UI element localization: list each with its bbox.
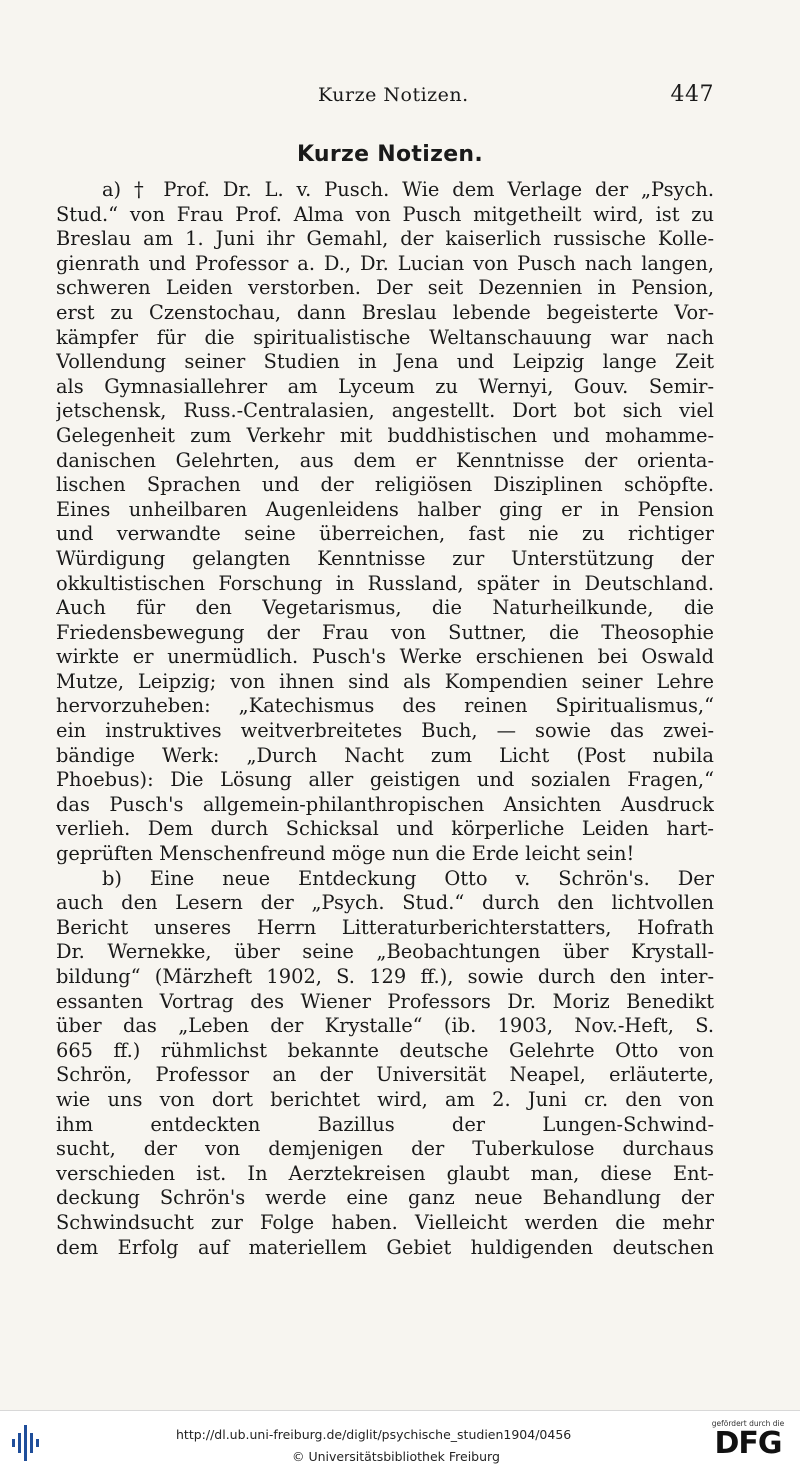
- dfg-logo-text: DFG: [714, 1426, 782, 1461]
- viewer-footer: [0, 1410, 800, 1473]
- text-line: geprüften Menschenfreund möge nun die Erde leicht sein!: [56, 842, 635, 866]
- text-line: bildung“ (Märzheft 1902, S. 129 ff.), sowie durch den inter-: [56, 965, 714, 988]
- text-line: wie uns von dort berichtet wird, am 2. Juni cr. den von: [56, 1087, 714, 1111]
- text-line: Dr. Wernekke, über seine „Beobachtungen über Krystall-: [56, 940, 714, 964]
- text-line: Friedensbewegung der Frau von Suttner, die Theosophie: [56, 620, 714, 644]
- text-line: gienrath und Professor a. D., Dr. Lucian von Pusch nach langen,: [56, 251, 714, 275]
- text-line: auch den Lesern der „Psych. Stud.“ durch den lichtvollen: [56, 891, 714, 915]
- text-line: Mutze, Leipzig; von ihnen sind als Kompendien seiner Lehre: [56, 669, 714, 693]
- funder-note: gefördert durch die: [711, 1419, 785, 1428]
- page-number: 447: [670, 82, 714, 107]
- text-line: sucht, der von demjenigen der Tuberkulose durchaus: [56, 1137, 714, 1161]
- text-line: und verwandte seine überreichen, fast nie zu richtiger: [56, 522, 714, 546]
- text-line: über das „Leben der Krystalle“ (ib. 1903, Nov.-Heft, S.: [56, 1014, 714, 1038]
- copyright-notice: © Universitätsbibliothek Freiburg: [292, 1449, 500, 1464]
- text-line: das Pusch's allgemein-philanthropischen Ansichten Ausdruck: [56, 792, 714, 816]
- text-line: Eines unheilbaren Augenleidens halber ging er in Pension: [56, 497, 714, 521]
- library-logo-icon: [8, 1425, 42, 1461]
- text-line: lischen Sprachen und der religiösen Disziplinen schöpfte.: [56, 473, 714, 497]
- running-title: Kurze Notizen.: [318, 84, 469, 106]
- text-line: verschieden ist. In Aerztekreisen glaubt man, diese Ent-: [56, 1161, 714, 1185]
- text-line: ein instruktives weitverbreitetes Buch, — sowie das zwei-: [56, 719, 714, 743]
- text-line: hervorzuheben: „Katechismus des reinen Spiritualismus,“: [56, 694, 714, 718]
- article-body: [56, 178, 714, 1260]
- text-line: verlieh. Dem durch Schicksal und körperliche Leiden hart-: [56, 817, 714, 841]
- text-line: Bericht unseres Herrn Litteraturberichterstatters, Hofrath: [56, 915, 714, 939]
- running-header: [56, 84, 714, 112]
- text-line: bändige Werk: „Durch Nacht zum Licht (Post nubila: [56, 743, 714, 767]
- section-title: Kurze Notizen.: [296, 142, 484, 167]
- permalink-url[interactable]: http://dl.ub.uni-freiburg.de/diglit/psychische_studien1904/0456: [176, 1427, 572, 1442]
- text-line: Breslau am 1. Juni ihr Gemahl, der kaiserlich russische Kolle-: [56, 227, 714, 251]
- text-line: 665 ff.) rühmlichst bekannte deutsche Gelehrte Otto von: [56, 1038, 714, 1062]
- text-line: kämpfer für die spiritualistische Weltanschauung war nach: [56, 325, 714, 349]
- text-line: Stud.“ von Frau Prof. Alma von Pusch mitgetheilt wird, ist zu: [56, 202, 714, 226]
- text-line: Schrön, Professor an der Universität Neapel, erläuterte,: [56, 1063, 714, 1087]
- text-line: als Gymnasiallehrer am Lyceum zu Wernyi, Gouv. Semir-: [56, 374, 714, 398]
- text-line: okkultistischen Forschung in Russland, später in Deutschland.: [56, 571, 714, 595]
- text-line: schweren Leiden verstorben. Der seit Dezennien in Pension,: [56, 276, 714, 300]
- text-line: jetschensk, Russ.-Centralasien, angestellt. Dort bot sich viel: [56, 399, 714, 423]
- dfg-logo: [706, 1419, 790, 1467]
- text-line: Gelegenheit zum Verkehr mit buddhistischen und mohamme-: [56, 423, 714, 447]
- text-line: erst zu Czenstochau, dann Breslau lebende begeisterte Vor-: [56, 300, 714, 324]
- text-line: dem Erfolg auf materiellem Gebiet huldigenden deutschen: [56, 1235, 714, 1259]
- text-line: Schwindsucht zur Folge haben. Vielleicht werden die mehr: [56, 1210, 714, 1234]
- text-line: a) † Prof. Dr. L. v. Pusch. Wie dem Verlage der „Psych.: [102, 178, 714, 201]
- text-line: deckung Schrön's werde eine ganz neue Behandlung der: [56, 1186, 714, 1210]
- text-line: b) Eine neue Entdeckung Otto v. Schrön's. Der: [102, 866, 714, 890]
- text-line: wirkte er unermüdlich. Pusch's Werke erschienen bei Oswald: [56, 645, 714, 669]
- text-line: essanten Vortrag des Wiener Professors Dr. Moriz Benedikt: [56, 989, 714, 1013]
- text-line: Vollendung seiner Studien in Jena und Leipzig lange Zeit: [56, 350, 714, 374]
- text-line: Phoebus): Die Lösung aller geistigen und sozialen Fragen,“: [56, 768, 714, 792]
- text-line: Auch für den Vegetarismus, die Naturheilkunde, die: [56, 596, 714, 620]
- text-line: ihm entdeckten Bazillus der Lungen-Schwind-: [56, 1112, 714, 1136]
- text-line: danischen Gelehrten, aus dem er Kenntnisse der orienta-: [56, 448, 714, 472]
- text-line: Würdigung gelangten Kenntnisse zur Unterstützung der: [56, 546, 714, 570]
